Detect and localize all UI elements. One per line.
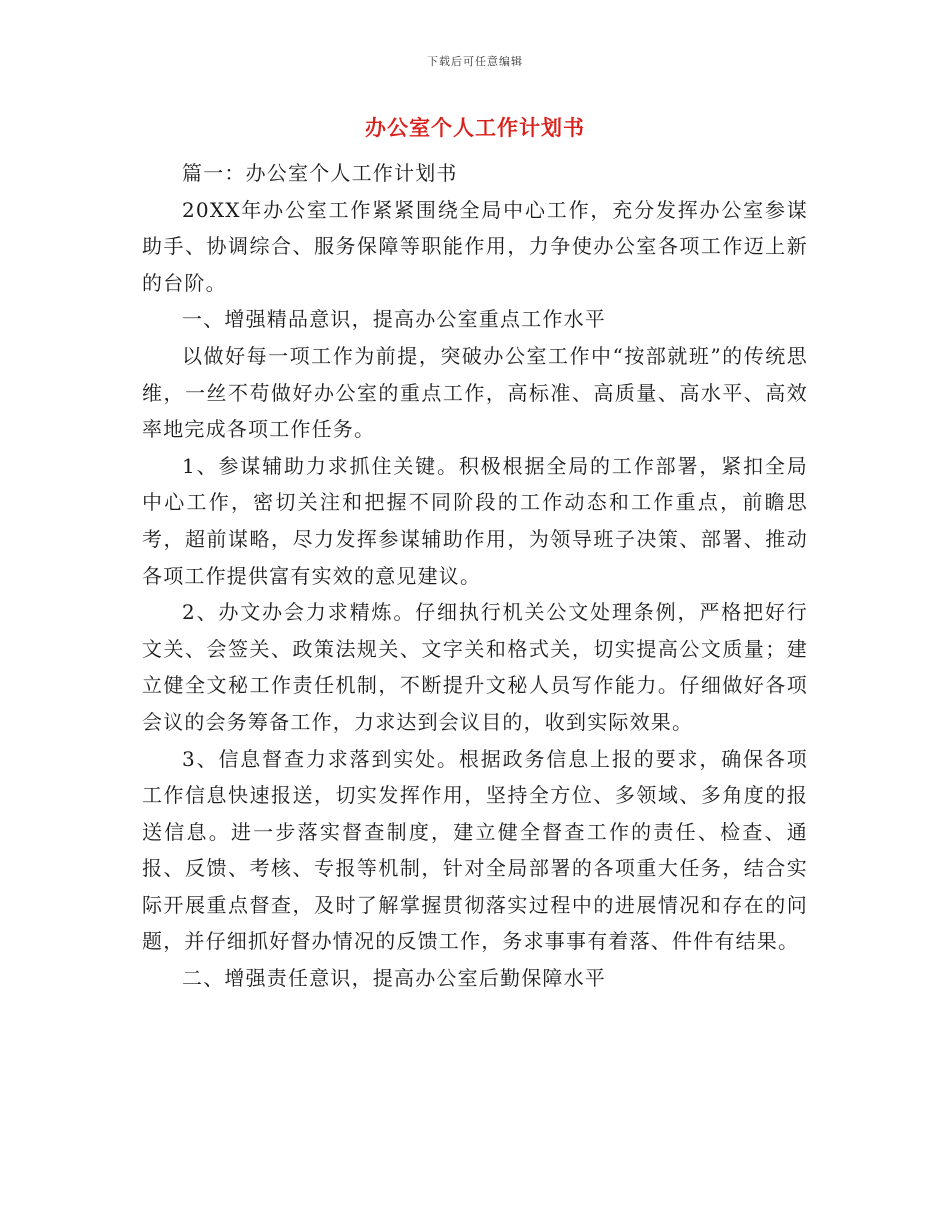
paragraph: 以做好每一项工作为前提，突破办公室工作中“按部就班”的传统思维，一丝不苟做好办公室的重点工作，高标准、高质量、高水平、高效率地完成各项工作任务。 xyxy=(142,343,808,442)
paragraph: 20XX年办公室工作紧紧围绕全局中心工作，充分发挥办公室参谋助手、协调综合、服务保障等职能作用，力争使办公室各项工作迈上新的台阶。 xyxy=(142,197,808,295)
header-note: 下载后可任意编辑 xyxy=(427,55,523,68)
document-title: 办公室个人工作计划书 xyxy=(365,116,585,140)
section-heading: 二、增强责任意识，提高办公室后勤保障水平 xyxy=(182,966,606,991)
section-heading: 篇一：办公室个人工作计划书 xyxy=(182,161,458,185)
section-heading: 一、增强精品意识，提高办公室重点工作水平 xyxy=(182,307,606,332)
paragraph: 3、信息督查力求落到实处。根据政务信息上报的要求，确保各项工作信息快速报送，切实发挥作用，坚持全方位、多领域、多角度的报送信息。进一步落实督查制度，建立健全督查工作的责任、检查、通报、反馈、考核、专报等机制，针对全局部署的各项重大任务，结合实际开展重点督查，及时了解掌握贯彻落实过程中的进展情况和存在的问题，并仔细抓好督办情况的反馈工作，务求事事有着落、件件有结果。 xyxy=(142,746,808,954)
paragraph: 1、参谋辅助力求抓住关键。积极根据全局的工作部署，紧扣全局中心工作，密切关注和把握不同阶段的工作动态和工作重点，前瞻思考，超前谋略，尽力发挥参谋辅助作用，为领导班子决策、部署、推动各项工作提供富有实效的意见建议。 xyxy=(142,453,808,588)
paragraph: 2、办文办会力求精炼。仔细执行机关公文处理条例，严格把好行文关、会签关、政策法规关、文字关和格式关，切实提高公文质量；建立健全文秘工作责任机制，不断提升文秘人员写作能力。仔细做好各项会议的会务筹备工作，力求达到会议目的，收到实际效果。 xyxy=(142,600,808,734)
document-body xyxy=(142,155,808,997)
